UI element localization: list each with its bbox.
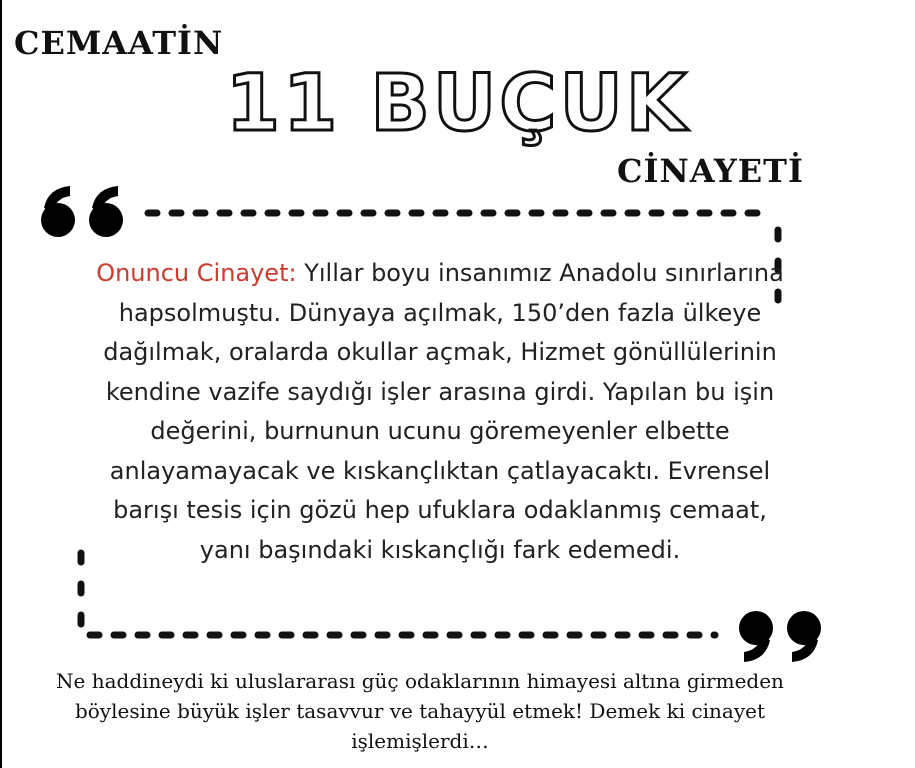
footer-text: Ne haddineydi ki uluslararası güç odaklarının himayesi altına girmeden böylesine büyük işler tasavvur ve tahayyül etmek! Demek ki cinayet işlemişlerdi… bbox=[56, 669, 784, 753]
title-line-2: 11 BUÇUK bbox=[225, 59, 690, 149]
quote-body-text: Yıllar boyu insanımız Anadolu sınırlarına hapsolmuştu. Dünyaya açılmak, 150’den fazla ülkeye dağılmak, oralarda okullar açmak, Hizmet gönüllülerinin kendine vazife saydığı işler arasına girdi. Yapılan bu işin değerini, burnunun ucunu göremeyenler elbette anlayamayacak ve kıskançlıktan çatlayacaktı. Evrensel barışı tesis için gözü hep ufuklara odaklanmış cemaat, yanı başındaki kıskançlığı fark edemedi. bbox=[103, 259, 784, 564]
title-line-1: CEMAATİN bbox=[14, 24, 224, 62]
quote-text bbox=[90, 254, 790, 570]
close-quote-icon bbox=[739, 611, 821, 662]
title-line-3: CİNAYETİ bbox=[617, 152, 804, 190]
open-quote-icon bbox=[41, 186, 123, 237]
quote-lead: Onuncu Cinayet: bbox=[96, 259, 297, 287]
